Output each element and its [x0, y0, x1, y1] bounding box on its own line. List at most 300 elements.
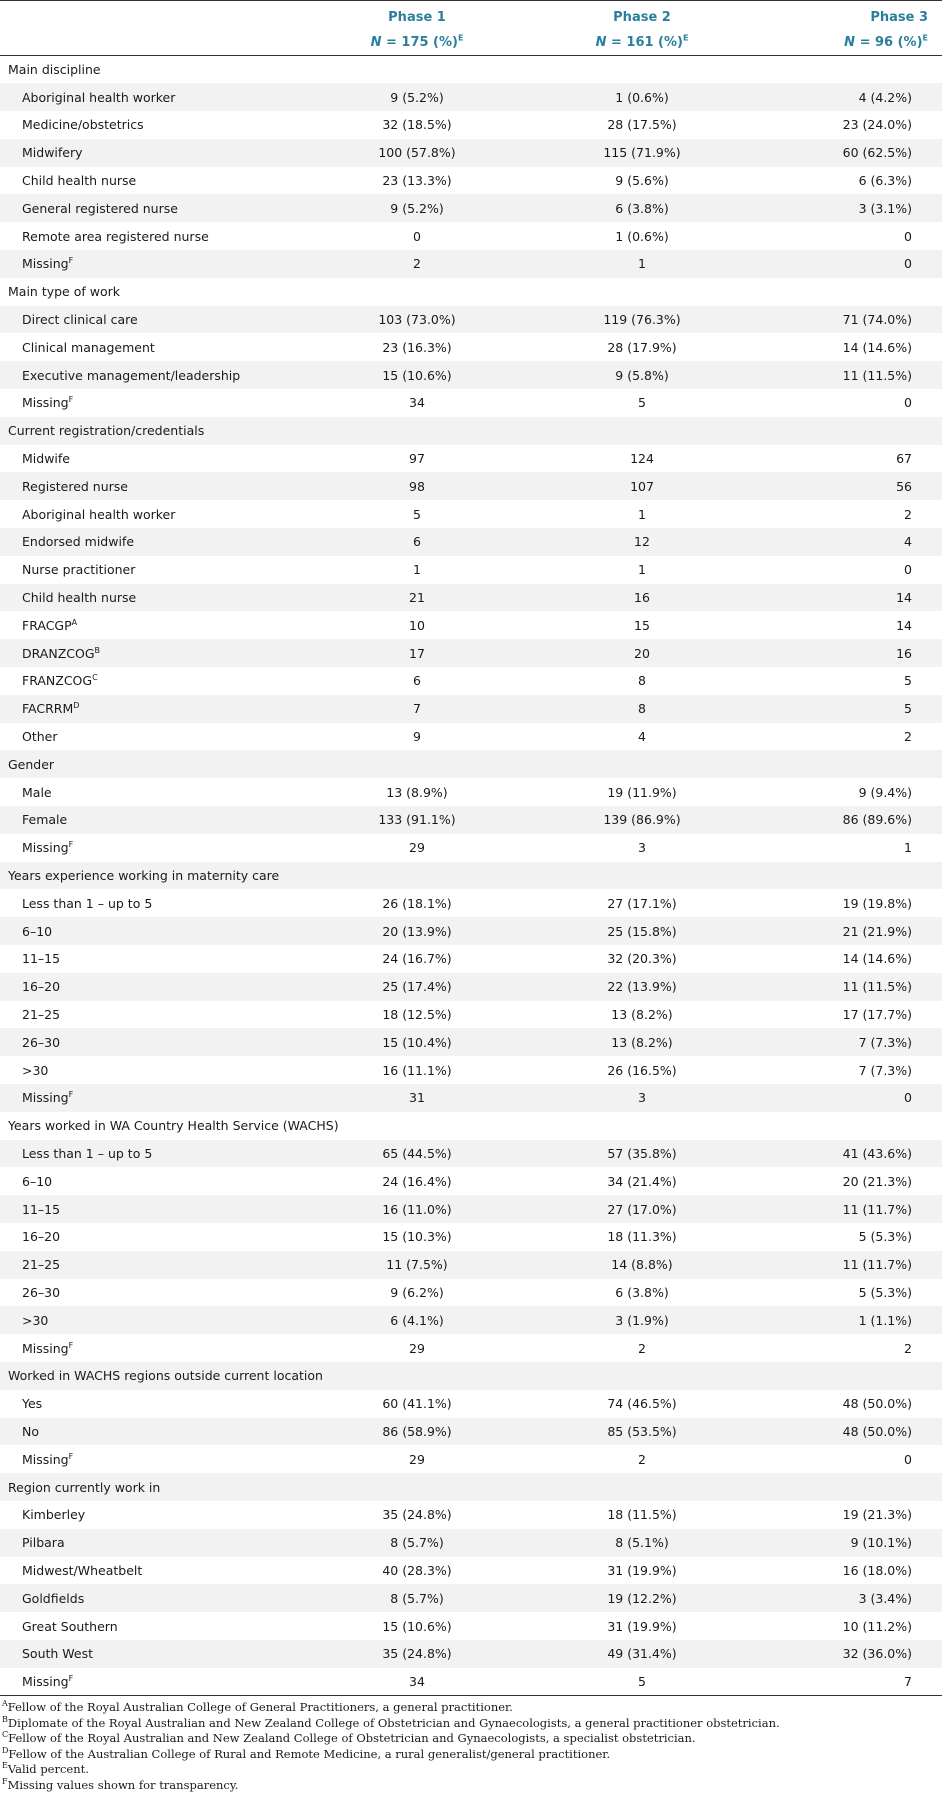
label-text: 21–25 — [22, 1257, 61, 1273]
cell-phase-1: 9 (6.2%) — [390, 1284, 444, 1300]
label-text: Nurse practitioner — [22, 562, 136, 578]
row-label — [0, 695, 318, 723]
table-row — [0, 222, 942, 250]
cell-phase-1: 8 (5.7%) — [390, 1590, 444, 1606]
cell-phase-1: 15 (10.6%) — [382, 1618, 452, 1634]
label-text: Female — [22, 812, 68, 828]
n-text: = 96 (%) — [855, 34, 923, 50]
label-text: Main discipline — [8, 62, 101, 78]
cell-phase-1: 29 — [409, 1451, 425, 1467]
cell-phase-2: 12 — [634, 534, 650, 550]
row-label — [0, 806, 318, 834]
cell-phase-1: 13 (8.9%) — [386, 784, 448, 800]
cell-phase-1: 16 (11.0%) — [382, 1201, 452, 1217]
cell-phase-1: 6 (4.1%) — [390, 1312, 444, 1328]
cell-phase-1: 103 (73.0%) — [378, 312, 456, 328]
cell-phase-2: 5 — [638, 1673, 646, 1689]
table-row — [0, 528, 942, 556]
row-label — [0, 1223, 318, 1251]
cell-phase-3: 9 (10.1%) — [850, 1535, 912, 1551]
table-row — [0, 945, 942, 973]
cell-phase-1: 18 (12.5%) — [382, 1006, 452, 1022]
cell-phase-3: 2 — [904, 506, 912, 522]
label-text: Midwest/Wheatbelt — [22, 1562, 143, 1578]
cell-phase-3 — [768, 750, 942, 778]
table-row — [0, 723, 942, 751]
cell-phase-2: 124 — [630, 451, 654, 467]
footnote-mark: B — [2, 1714, 8, 1724]
table-row — [0, 1084, 942, 1112]
cell-phase-2: 20 — [634, 645, 650, 661]
cell-phase-3: 7 — [904, 1673, 912, 1689]
cell-phase-1 — [318, 1362, 516, 1390]
table-row — [0, 472, 942, 500]
label-text: Missing — [22, 1340, 69, 1356]
cell-phase-1: 17 — [409, 645, 425, 661]
row-label — [0, 778, 318, 806]
cell-phase-2: 57 (35.8%) — [607, 1145, 677, 1161]
cell-phase-1: 20 (13.9%) — [382, 923, 452, 939]
cell-phase-1: 5 — [413, 506, 421, 522]
row-label — [0, 445, 318, 473]
table-row — [0, 167, 942, 195]
table-row — [0, 1251, 942, 1279]
header-n-phase-3 — [768, 30, 942, 56]
row-label — [0, 945, 318, 973]
cell-phase-2: 27 (17.0%) — [607, 1201, 677, 1217]
row-label — [0, 584, 318, 612]
table-row — [0, 1167, 942, 1195]
label-text: Child health nurse — [22, 590, 137, 606]
cell-phase-2: 31 (19.9%) — [607, 1562, 677, 1578]
cell-phase-2: 19 (12.2%) — [607, 1590, 677, 1606]
label-text: Goldfields — [22, 1590, 85, 1606]
cell-phase-2: 9 (5.6%) — [615, 173, 669, 189]
table-row — [0, 250, 942, 278]
footnote-mark: E — [2, 1761, 8, 1771]
label-text: No — [22, 1423, 39, 1439]
cell-phase-1: 8 (5.7%) — [390, 1535, 444, 1551]
cell-phase-2 — [516, 1362, 768, 1390]
label-text: Years experience working in maternity care — [8, 868, 280, 883]
cell-phase-1: 32 (18.5%) — [382, 117, 452, 133]
label-text: Executive management/leadership — [22, 367, 241, 383]
cell-phase-1: 86 (58.9%) — [382, 1423, 452, 1439]
row-label — [0, 1445, 318, 1473]
label-text: Region currently work in — [8, 1479, 161, 1495]
cell-phase-3: 0 — [904, 562, 912, 578]
section-label — [0, 1112, 339, 1140]
cell-phase-3: 23 (24.0%) — [842, 117, 912, 133]
cell-phase-1: 26 (18.1%) — [382, 895, 452, 911]
label-text: General registered nurse — [22, 200, 178, 216]
cell-phase-1: 15 (10.4%) — [382, 1034, 452, 1050]
row-label — [0, 1612, 318, 1640]
n-sup: E — [457, 33, 464, 43]
label-text: Aboriginal health worker — [22, 506, 176, 522]
row-label — [0, 1501, 318, 1529]
footnote-mark: A — [2, 1699, 8, 1709]
row-label — [0, 1001, 318, 1029]
table-row — [0, 139, 942, 167]
cell-phase-2: 1 — [638, 256, 646, 272]
row-label — [0, 361, 318, 389]
footnote — [2, 1747, 942, 1763]
table-row — [0, 1612, 942, 1640]
label-text: Great Southern — [22, 1618, 118, 1634]
cell-phase-2 — [516, 1473, 768, 1501]
cell-phase-2: 107 — [630, 478, 654, 494]
cell-phase-3: 5 — [904, 673, 912, 689]
cell-phase-3: 7 (7.3%) — [858, 1062, 912, 1078]
cell-phase-2: 15 — [634, 617, 650, 633]
cell-phase-2: 119 (76.3%) — [603, 312, 681, 328]
cell-phase-3: 1 (1.1%) — [858, 1312, 912, 1328]
footnote-mark: F — [68, 256, 74, 266]
cell-phase-2: 19 (11.9%) — [607, 784, 677, 800]
table-row — [0, 889, 942, 917]
table-row — [0, 1640, 942, 1668]
cell-phase-3 — [768, 1473, 942, 1501]
cell-phase-1: 11 (7.5%) — [386, 1257, 448, 1273]
footnote-text: Missing values shown for transparency. — [7, 1777, 239, 1792]
label-text: 16–20 — [22, 1229, 61, 1245]
label-text: FRANZCOG — [22, 673, 93, 689]
cell-phase-3 — [768, 417, 942, 445]
row-label — [0, 1529, 318, 1557]
table-row — [0, 445, 942, 473]
cell-phase-2: 26 (16.5%) — [607, 1062, 677, 1078]
cell-phase-3 — [768, 862, 942, 890]
table-row — [0, 361, 942, 389]
row-label — [0, 611, 318, 639]
cell-phase-1: 21 — [409, 590, 425, 606]
header-phase-2: Phase 2 — [613, 9, 671, 25]
table-row — [0, 556, 942, 584]
cell-phase-3: 67 — [896, 451, 912, 467]
footnote-mark: C — [2, 1730, 9, 1740]
footnote-mark: D — [2, 1745, 9, 1755]
table-row — [0, 1501, 942, 1529]
section-row — [0, 278, 942, 306]
cell-phase-1: 29 — [409, 1340, 425, 1356]
cell-phase-1: 24 (16.7%) — [382, 951, 452, 967]
row-label — [0, 1140, 318, 1168]
label-text: 11–15 — [22, 951, 61, 967]
cell-phase-1: 34 — [409, 395, 425, 411]
cell-phase-1: 9 — [413, 729, 421, 745]
label-text: Missing — [22, 395, 69, 411]
cell-phase-2: 1 — [638, 506, 646, 522]
n-text: = 175 (%) — [381, 34, 458, 50]
section-label — [0, 417, 318, 445]
cell-phase-1: 25 (17.4%) — [382, 979, 452, 995]
row-label — [0, 306, 318, 334]
table-row — [0, 973, 942, 1001]
cell-phase-2: 14 (8.8%) — [611, 1257, 673, 1273]
label-text: DRANZCOG — [22, 645, 95, 661]
cell-phase-3: 5 (5.3%) — [858, 1284, 912, 1300]
footnote-mark: F — [68, 1673, 74, 1683]
table-row — [0, 111, 942, 139]
cell-phase-2 — [516, 278, 768, 306]
row-label — [0, 167, 318, 195]
cell-phase-1: 23 (13.3%) — [382, 173, 452, 189]
table-row — [0, 584, 942, 612]
cell-phase-2: 28 (17.5%) — [607, 117, 677, 133]
table-row — [0, 1306, 942, 1334]
footnote — [2, 1716, 942, 1732]
table-row — [0, 1334, 942, 1362]
table-row — [0, 778, 942, 806]
cell-phase-2: 31 (19.9%) — [607, 1618, 677, 1634]
label-text: Other — [22, 729, 58, 745]
label-text: 11–15 — [22, 1201, 61, 1217]
n-label: N — [595, 34, 607, 50]
cell-phase-2 — [516, 56, 768, 84]
cell-phase-1: 35 (24.8%) — [382, 1507, 452, 1523]
cell-phase-1: 6 — [413, 673, 421, 689]
cell-phase-1: 0 — [413, 228, 421, 244]
footnote — [2, 1700, 942, 1716]
table-row — [0, 834, 942, 862]
cell-phase-1: 10 — [409, 617, 425, 633]
label-text: Medicine/obstetrics — [22, 117, 144, 133]
section-row — [0, 1362, 942, 1390]
cell-phase-2: 3 — [638, 1090, 646, 1106]
row-label — [0, 1418, 318, 1446]
cell-phase-1: 40 (28.3%) — [382, 1562, 452, 1578]
cell-phase-2 — [516, 750, 768, 778]
section-row — [0, 56, 942, 84]
label-text: Registered nurse — [22, 478, 128, 494]
cell-phase-2: 2 — [638, 1340, 646, 1356]
cell-phase-2: 25 (15.8%) — [607, 923, 677, 939]
n-sup: E — [922, 33, 928, 43]
cell-phase-2 — [516, 417, 768, 445]
cell-phase-2: 3 — [638, 840, 646, 856]
cell-phase-1: 34 — [409, 1673, 425, 1689]
cell-phase-2: 8 — [638, 673, 646, 689]
cell-phase-3: 0 — [904, 395, 912, 411]
cell-phase-2: 3 (1.9%) — [615, 1312, 669, 1328]
cell-phase-1: 31 — [409, 1090, 425, 1106]
n-label: N — [844, 34, 856, 50]
section-row — [0, 862, 942, 890]
label-text: Aboriginal health worker — [22, 89, 176, 105]
row-label — [0, 1028, 318, 1056]
cell-phase-3: 2 — [904, 1340, 912, 1356]
row-label — [0, 111, 318, 139]
cell-phase-2: 18 (11.5%) — [607, 1507, 677, 1523]
table-row — [0, 1584, 942, 1612]
footnote-mark: F — [68, 1451, 74, 1461]
table-row — [0, 1445, 942, 1473]
footnote-text: Fellow of the Australian College of Rural and Remote Medicine, a rural generalist/general practitioner. — [8, 1746, 611, 1761]
cell-phase-1 — [318, 417, 516, 445]
table-row — [0, 1223, 942, 1251]
label-text: Gender — [8, 756, 55, 772]
label-text: Child health nurse — [22, 173, 137, 189]
header-blank — [0, 1, 318, 31]
row-label — [0, 1584, 318, 1612]
cell-phase-3: 0 — [904, 228, 912, 244]
header-n-phase-1 — [318, 30, 516, 56]
cell-phase-2: 22 (13.9%) — [607, 979, 677, 995]
label-text: Midwife — [22, 451, 70, 467]
cell-phase-2: 4 — [638, 729, 646, 745]
cell-phase-1: 2 — [413, 256, 421, 272]
footnote-text: Fellow of the Royal Australian and New Zealand College of Obstetrician and Gynaecologists, a specialist obstetrician. — [8, 1731, 696, 1746]
label-text: >30 — [22, 1062, 49, 1078]
cell-phase-2: 13 (8.2%) — [611, 1006, 673, 1022]
cell-phase-1: 23 (16.3%) — [382, 339, 452, 355]
cell-phase-3: 20 (21.3%) — [842, 1173, 912, 1189]
cell-phase-3: 48 (50.0%) — [842, 1423, 912, 1439]
cell-phase-3: 41 (43.6%) — [842, 1145, 912, 1161]
label-text: Kimberley — [22, 1507, 86, 1523]
row-label — [0, 194, 318, 222]
row-label — [0, 639, 318, 667]
table-row — [0, 667, 942, 695]
cell-phase-1: 15 (10.6%) — [382, 367, 452, 383]
footnote-mark: F — [68, 395, 74, 405]
cell-phase-3: 71 (74.0%) — [842, 312, 912, 328]
cell-phase-3: 11 (11.7%) — [842, 1257, 912, 1273]
cell-phase-3: 3 (3.4%) — [858, 1590, 912, 1606]
cell-phase-3: 11 (11.5%) — [842, 979, 912, 995]
label-text: 26–30 — [22, 1284, 61, 1300]
label-text: FACRRM — [22, 701, 74, 717]
cell-phase-3: 2 — [904, 729, 912, 745]
cell-phase-3: 17 (17.7%) — [842, 1006, 912, 1022]
cell-phase-3: 14 (14.6%) — [842, 339, 912, 355]
cell-phase-3 — [768, 1362, 942, 1390]
row-label — [0, 973, 318, 1001]
label-text: Missing — [22, 1090, 69, 1106]
cell-phase-3: 0 — [904, 1451, 912, 1467]
cell-phase-2: 6 (3.8%) — [615, 1284, 669, 1300]
row-label — [0, 250, 318, 278]
cell-phase-2: 74 (46.5%) — [607, 1396, 677, 1412]
cell-phase-1 — [318, 1112, 516, 1140]
row-label — [0, 222, 318, 250]
cell-phase-2: 5 — [638, 395, 646, 411]
row-label — [0, 1334, 318, 1362]
label-text: 26–30 — [22, 1034, 61, 1050]
label-text: Missing — [22, 1451, 69, 1467]
row-label — [0, 1390, 318, 1418]
cell-phase-3: 14 (14.6%) — [842, 951, 912, 967]
cell-phase-2: 1 (0.6%) — [615, 228, 669, 244]
footnote-text: Fellow of the Royal Australian College of General Practitioners, a general practitioner. — [7, 1700, 513, 1715]
label-text: Less than 1 – up to 5 — [22, 895, 153, 911]
cell-phase-1: 97 — [409, 451, 425, 467]
row-label — [0, 889, 318, 917]
row-label — [0, 556, 318, 584]
footnote — [2, 1762, 942, 1778]
cell-phase-3: 14 — [896, 617, 912, 633]
cell-phase-1: 100 (57.8%) — [378, 145, 456, 161]
table-row — [0, 1028, 942, 1056]
row-label — [0, 1084, 318, 1112]
label-text: Endorsed midwife — [22, 534, 135, 550]
cell-phase-3: 9 (9.4%) — [858, 784, 912, 800]
cell-phase-2: 27 (17.1%) — [607, 895, 677, 911]
table-row — [0, 1557, 942, 1585]
header-blank-2 — [0, 30, 318, 56]
cell-phase-3: 11 (11.5%) — [842, 367, 912, 383]
footnote-text: Diplomate of the Royal Australian and New Zealand College of Obstetrician and Gynaecologists, a general practitioner obstetrician. — [7, 1715, 780, 1730]
label-text: 6–10 — [22, 1173, 53, 1189]
cell-phase-3: 21 (21.9%) — [842, 923, 912, 939]
row-label — [0, 389, 318, 417]
cell-phase-3: 6 (6.3%) — [858, 173, 912, 189]
cell-phase-1 — [318, 750, 516, 778]
label-text: Current registration/credentials — [8, 423, 205, 439]
header-phase-3: Phase 3 — [870, 9, 928, 25]
row-label — [0, 1640, 318, 1668]
row-label — [0, 1167, 318, 1195]
cell-phase-1: 133 (91.1%) — [378, 812, 456, 828]
cell-phase-2: 32 (20.3%) — [607, 951, 677, 967]
cell-phase-2: 28 (17.9%) — [607, 339, 677, 355]
row-label — [0, 834, 318, 862]
header-n-phase-2 — [516, 30, 768, 56]
section-row — [0, 417, 942, 445]
cell-phase-3: 19 (19.8%) — [842, 895, 912, 911]
footnote-mark: C — [92, 673, 98, 683]
section-label — [0, 1473, 318, 1501]
cell-phase-2: 115 (71.9%) — [603, 145, 681, 161]
cell-phase-3: 86 (89.6%) — [842, 812, 912, 828]
section-label — [0, 278, 318, 306]
cell-phase-1 — [318, 862, 516, 890]
table-row — [0, 306, 942, 334]
table-row — [0, 639, 942, 667]
footnote — [2, 1731, 942, 1747]
label-text: 21–25 — [22, 1006, 61, 1022]
table-row — [0, 917, 942, 945]
table-body — [0, 56, 942, 1696]
cell-phase-1 — [318, 56, 516, 84]
cell-phase-1: 16 (11.1%) — [382, 1062, 452, 1078]
cell-phase-2: 2 — [638, 1451, 646, 1467]
label-text: Worked in WACHS regions outside current location — [8, 1368, 323, 1384]
cell-phase-3 — [768, 1112, 942, 1140]
cell-phase-2: 13 (8.2%) — [611, 1034, 673, 1050]
table-row — [0, 194, 942, 222]
cell-phase-2 — [516, 862, 768, 890]
n-sup: E — [682, 33, 689, 43]
label-text: Missing — [22, 256, 69, 272]
cell-phase-3: 1 — [904, 840, 912, 856]
row-label — [0, 333, 318, 361]
cell-phase-1: 65 (44.5%) — [382, 1145, 452, 1161]
table-row — [0, 500, 942, 528]
header-phase-1: Phase 1 — [388, 9, 446, 25]
cell-phase-3: 3 (3.1%) — [858, 200, 912, 216]
cell-phase-3: 7 (7.3%) — [858, 1034, 912, 1050]
cell-phase-3: 0 — [904, 1090, 912, 1106]
row-label — [0, 83, 318, 111]
cell-phase-1: 35 (24.8%) — [382, 1646, 452, 1662]
section-row — [0, 750, 942, 778]
row-label — [0, 1056, 318, 1084]
cell-phase-3: 4 — [904, 534, 912, 550]
row-label — [0, 528, 318, 556]
footnote-mark: F — [68, 840, 74, 850]
